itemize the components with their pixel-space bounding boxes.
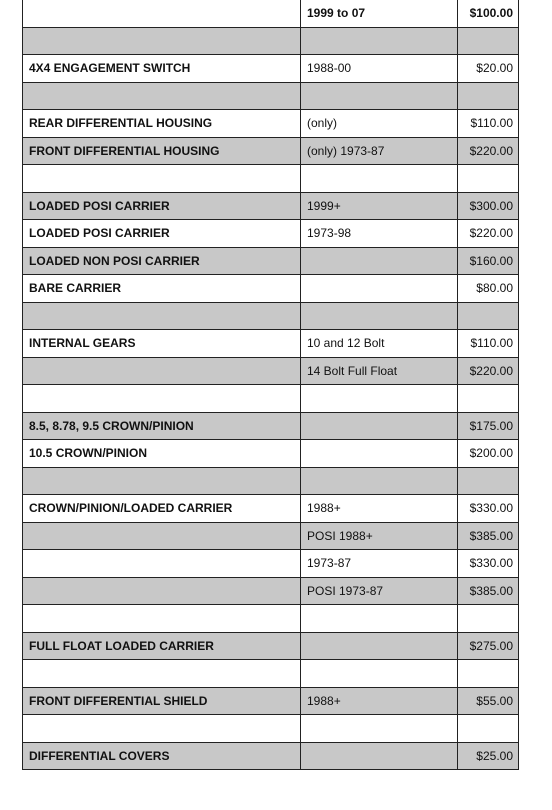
part-cell: FRONT DIFFERENTIAL SHIELD: [23, 687, 301, 715]
table-row: [23, 412, 519, 440]
part-cell: 4X4 ENGAGEMENT SWITCH: [23, 55, 301, 83]
price-cell: $220.00: [458, 357, 519, 385]
part-cell: CROWN/PINION/LOADED CARRIER: [23, 495, 301, 523]
part-cell: [23, 82, 301, 110]
price-cell: $330.00: [458, 550, 519, 578]
part-cell: INTERNAL GEARS: [23, 330, 301, 358]
part-cell: DIFFERENTIAL COVERS: [23, 742, 301, 770]
price-cell: [458, 27, 519, 55]
price-cell: $385.00: [458, 577, 519, 605]
price-cell: $80.00: [458, 275, 519, 303]
table-row: [23, 0, 519, 27]
year-cell: POSI 1988+: [301, 522, 458, 550]
part-cell: [23, 605, 301, 633]
table-row: [23, 467, 519, 495]
part-cell: [23, 660, 301, 688]
year-cell: 10 and 12 Bolt: [301, 330, 458, 358]
price-cell: $300.00: [458, 192, 519, 220]
price-cell: $25.00: [458, 742, 519, 770]
part-cell: REAR DIFFERENTIAL HOUSING: [23, 110, 301, 138]
table-row: [23, 660, 519, 688]
table-row: [23, 165, 519, 193]
price-cell: $220.00: [458, 220, 519, 248]
table-row: [23, 330, 519, 358]
price-cell: $175.00: [458, 412, 519, 440]
part-cell: 8.5, 8.78, 9.5 CROWN/PINION: [23, 412, 301, 440]
table-row: [23, 522, 519, 550]
table-row: [23, 357, 519, 385]
table-row: [23, 550, 519, 578]
year-cell: [301, 247, 458, 275]
price-cell: $330.00: [458, 495, 519, 523]
price-cell: $160.00: [458, 247, 519, 275]
price-cell: [458, 385, 519, 413]
table-row: [23, 440, 519, 468]
part-cell: [23, 0, 301, 27]
part-cell: LOADED POSI CARRIER: [23, 192, 301, 220]
year-cell: [301, 440, 458, 468]
part-cell: FRONT DIFFERENTIAL HOUSING: [23, 137, 301, 165]
table-row: [23, 605, 519, 633]
price-cell: [458, 467, 519, 495]
table-row: [23, 82, 519, 110]
year-cell: [301, 742, 458, 770]
year-cell: [301, 660, 458, 688]
price-cell: [458, 660, 519, 688]
price-cell: $55.00: [458, 687, 519, 715]
table-row: [23, 687, 519, 715]
price-cell: $110.00: [458, 330, 519, 358]
year-cell: [301, 165, 458, 193]
table-row: [23, 192, 519, 220]
price-cell: [458, 715, 519, 743]
year-cell: [301, 632, 458, 660]
table-row: [23, 55, 519, 83]
part-cell: [23, 357, 301, 385]
price-cell: [458, 605, 519, 633]
part-cell: [23, 385, 301, 413]
year-cell: [301, 467, 458, 495]
price-table-body: [23, 0, 519, 770]
part-cell: [23, 715, 301, 743]
price-table: [22, 0, 519, 770]
year-cell: 14 Bolt Full Float: [301, 357, 458, 385]
part-cell: [23, 27, 301, 55]
table-row: [23, 577, 519, 605]
table-row: [23, 27, 519, 55]
table-row: [23, 247, 519, 275]
part-cell: LOADED POSI CARRIER: [23, 220, 301, 248]
price-cell: $20.00: [458, 55, 519, 83]
part-cell: BARE CARRIER: [23, 275, 301, 303]
price-cell: $275.00: [458, 632, 519, 660]
year-cell: 1999+: [301, 192, 458, 220]
year-cell: 1988-00: [301, 55, 458, 83]
price-cell: $110.00: [458, 110, 519, 138]
part-cell: FULL FLOAT LOADED CARRIER: [23, 632, 301, 660]
part-cell: LOADED NON POSI CARRIER: [23, 247, 301, 275]
table-row: [23, 632, 519, 660]
part-cell: 10.5 CROWN/PINION: [23, 440, 301, 468]
year-cell: [301, 82, 458, 110]
year-cell: [301, 275, 458, 303]
part-cell: [23, 577, 301, 605]
part-cell: [23, 467, 301, 495]
year-cell: [301, 605, 458, 633]
table-row: [23, 495, 519, 523]
table-row: [23, 742, 519, 770]
table-row: [23, 302, 519, 330]
year-cell: POSI 1973-87: [301, 577, 458, 605]
year-cell: [301, 412, 458, 440]
price-cell: [458, 302, 519, 330]
year-cell: [301, 385, 458, 413]
year-cell: 1973-87: [301, 550, 458, 578]
part-cell: [23, 302, 301, 330]
year-cell: 1999 to 07: [301, 0, 458, 27]
year-cell: 1988+: [301, 687, 458, 715]
table-row: [23, 110, 519, 138]
price-cell: [458, 82, 519, 110]
table-row: [23, 715, 519, 743]
price-cell: $100.00: [458, 0, 519, 27]
part-cell: [23, 550, 301, 578]
price-cell: [458, 165, 519, 193]
price-cell: $220.00: [458, 137, 519, 165]
table-row: [23, 275, 519, 303]
year-cell: (only) 1973-87: [301, 137, 458, 165]
table-row: [23, 385, 519, 413]
part-cell: [23, 522, 301, 550]
year-cell: 1988+: [301, 495, 458, 523]
year-cell: [301, 302, 458, 330]
part-cell: [23, 165, 301, 193]
year-cell: [301, 27, 458, 55]
table-row: [23, 137, 519, 165]
price-cell: $385.00: [458, 522, 519, 550]
year-cell: [301, 715, 458, 743]
price-cell: $200.00: [458, 440, 519, 468]
year-cell: 1973-98: [301, 220, 458, 248]
table-row: [23, 220, 519, 248]
year-cell: (only): [301, 110, 458, 138]
